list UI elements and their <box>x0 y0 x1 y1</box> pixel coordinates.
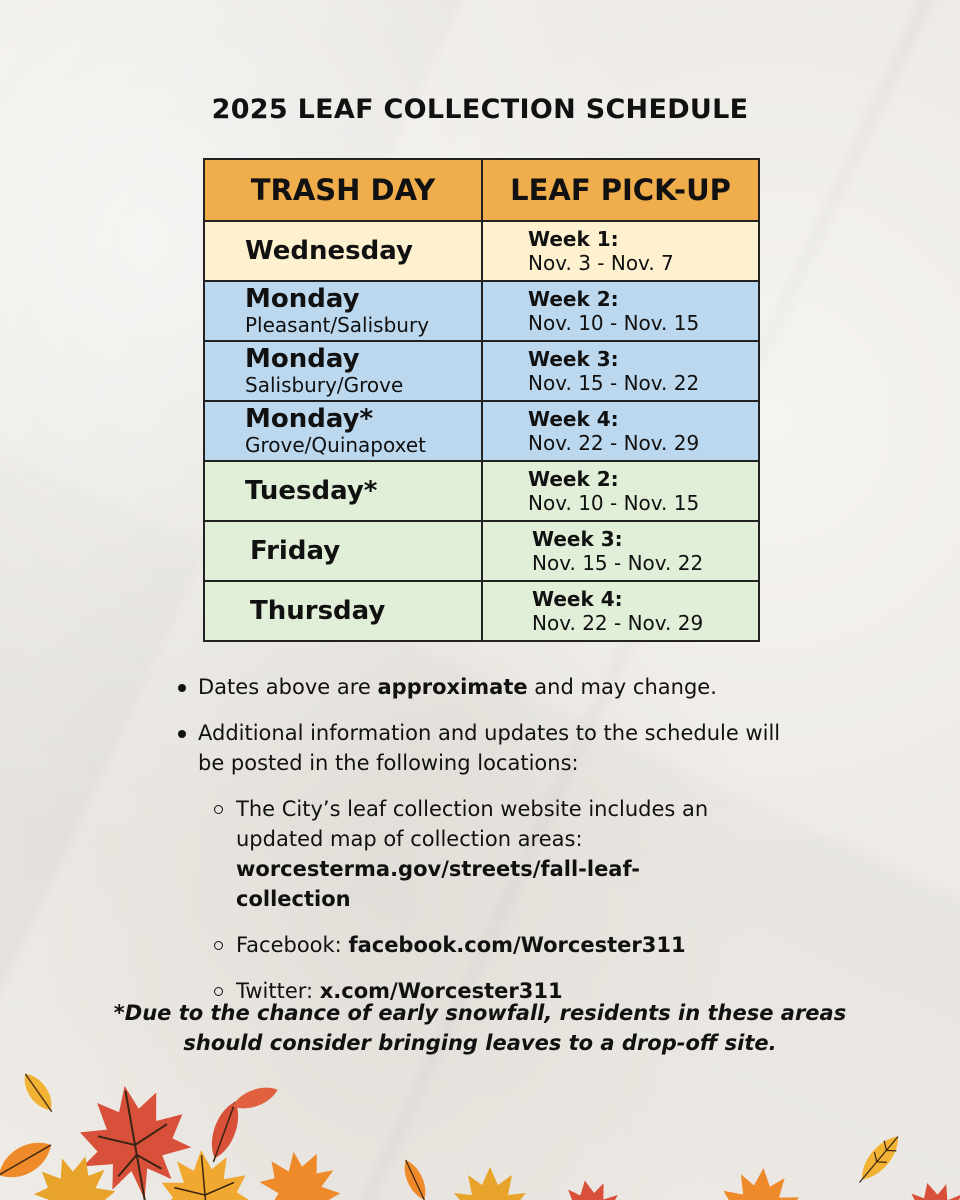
pickup-week: Week 2: <box>528 286 619 311</box>
leaf-icon <box>18 1069 59 1117</box>
maple-leaf-icon <box>718 1165 804 1200</box>
schedule-table <box>203 158 760 642</box>
trash-day: Monday <box>245 284 360 314</box>
page-title: 2025 LEAF COLLECTION SCHEDULE <box>211 94 749 125</box>
pickup-week: Week 2: <box>528 466 619 491</box>
trash-day-cell <box>204 521 482 581</box>
footnote-line: *Due to the chance of early snowfall, residents in these areas <box>113 1001 847 1025</box>
table-row <box>204 461 759 521</box>
pickup-week: Week 1: <box>528 226 619 251</box>
leaf-icon <box>852 1130 906 1188</box>
note-text: and may change. <box>527 675 717 699</box>
trash-day: Monday* <box>245 404 374 434</box>
autumn-leaves-decoration <box>0 1030 960 1200</box>
trash-day-cell <box>204 281 482 341</box>
note-text: Dates above are <box>198 675 378 699</box>
note-text: Additional information and updates to the schedule will be posted in the following locations: <box>198 721 781 775</box>
list-item <box>174 794 746 914</box>
leaf-icon <box>204 1098 246 1165</box>
pickup-dates: Nov. 22 - Nov. 29 <box>532 610 704 635</box>
note-text: Facebook: <box>236 933 349 957</box>
table-row <box>204 401 759 461</box>
circle-bullet-icon <box>214 987 223 996</box>
pickup-dates: Nov. 15 - Nov. 22 <box>528 370 700 395</box>
trash-day: Thursday <box>250 596 386 626</box>
circle-bullet-icon <box>214 941 223 950</box>
trash-day-cell <box>204 341 482 401</box>
twitter-link[interactable]: x.com/Worcester311 <box>319 979 563 1003</box>
facebook-link[interactable]: facebook.com/Worcester311 <box>348 933 686 957</box>
trash-day-cell <box>204 581 482 641</box>
table-row <box>204 581 759 641</box>
trash-day: Tuesday* <box>245 476 378 506</box>
pickup-cell <box>482 341 759 401</box>
pickup-dates: Nov. 3 - Nov. 7 <box>528 250 674 275</box>
note-emphasis: approximate <box>377 675 528 699</box>
pickup-week: Week 3: <box>532 526 623 551</box>
notes-list <box>174 672 794 1022</box>
header-leaf-pickup: LEAF PICK-UP <box>482 159 759 221</box>
note-text: The City’s leaf collection website includes an updated map of collection areas: <box>236 797 709 851</box>
maple-leaf-icon <box>452 1167 528 1200</box>
trash-day: Wednesday <box>245 236 413 266</box>
bullet-icon <box>178 684 186 692</box>
pickup-cell <box>482 221 759 281</box>
pickup-cell <box>482 461 759 521</box>
trash-day-cell <box>204 221 482 281</box>
table-row <box>204 221 759 281</box>
trash-day-cell <box>204 401 482 461</box>
list-item <box>174 930 794 960</box>
pickup-week: Week 4: <box>528 406 619 431</box>
leaf-icon <box>399 1157 433 1200</box>
circle-bullet-icon <box>214 805 223 814</box>
table-header-row <box>204 159 759 221</box>
maple-leaf-icon <box>251 1137 353 1200</box>
trash-area: Pleasant/Salisbury <box>245 313 430 337</box>
trash-area: Salisbury/Grove <box>245 373 404 397</box>
maple-leaf-icon <box>156 1146 253 1200</box>
pickup-cell <box>482 581 759 641</box>
footnote-line: should consider bringing leaves to a drop-off site. <box>183 1031 777 1055</box>
pickup-dates: Nov. 15 - Nov. 22 <box>532 550 704 575</box>
table-row <box>204 341 759 401</box>
pickup-dates: Nov. 10 - Nov. 15 <box>528 490 700 515</box>
note-text: Twitter: <box>236 979 320 1003</box>
trash-day-cell <box>204 461 482 521</box>
list-item <box>174 718 788 778</box>
maple-leaf-icon <box>553 1175 625 1200</box>
bullet-icon <box>178 730 186 738</box>
pickup-cell <box>482 521 759 581</box>
pickup-week: Week 3: <box>528 346 619 371</box>
list-item <box>174 672 794 702</box>
pickup-dates: Nov. 22 - Nov. 29 <box>528 430 700 455</box>
website-link[interactable]: worcesterma.gov/streets/fall-leaf-collection <box>236 857 640 911</box>
header-trash-day: TRASH DAY <box>204 159 482 221</box>
trash-day: Friday <box>250 536 341 566</box>
table-row <box>204 281 759 341</box>
pickup-cell <box>482 401 759 461</box>
trash-day: Monday <box>245 344 360 374</box>
table-row <box>204 521 759 581</box>
pickup-cell <box>482 281 759 341</box>
pickup-dates: Nov. 10 - Nov. 15 <box>528 310 700 335</box>
trash-area: Grove/Quinapoxet <box>245 433 426 457</box>
maple-leaf-icon <box>896 1175 960 1200</box>
pickup-week: Week 4: <box>532 586 623 611</box>
